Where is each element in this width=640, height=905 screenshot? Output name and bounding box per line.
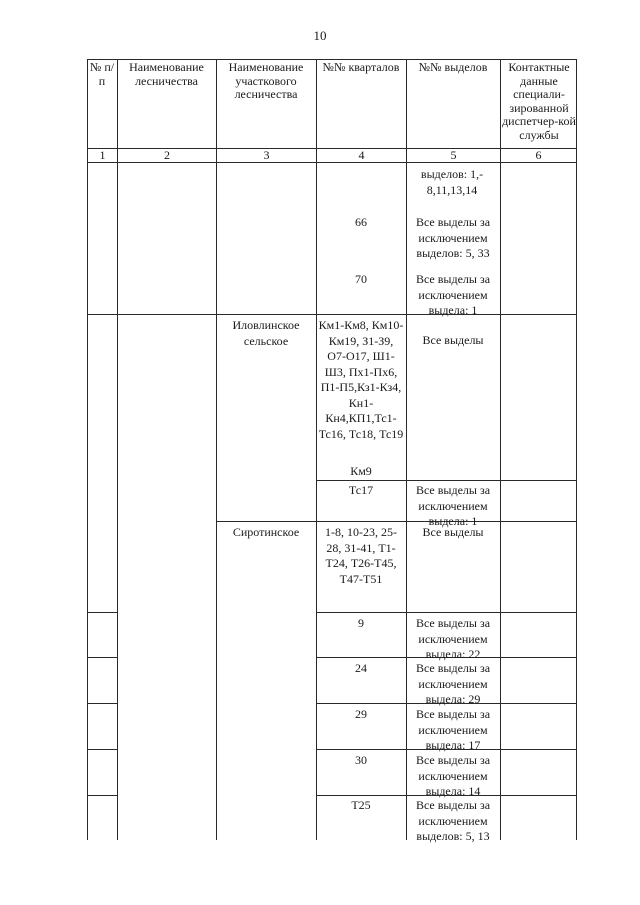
column-number: 5 <box>450 148 457 162</box>
header-col-quarters: №№ кварталов <box>322 60 400 74</box>
quarter-cell: 9 <box>358 616 364 630</box>
sections-cell: Все выделы <box>422 333 484 347</box>
sections-cell: Все выделы за исключением выдела: 1 <box>415 483 491 528</box>
quarter-cell: 1-8, 10-23, 25-28, 31-41, Т1-Т24, Т26-Т45, Т47-Т51 <box>325 525 397 586</box>
row-line <box>87 612 117 613</box>
column-number: 4 <box>358 148 365 162</box>
sections-cell: Все выделы <box>422 525 484 539</box>
header-col-contacts: Контактные данные специали-зированной диспетчер-кой службы <box>502 60 576 142</box>
header-col-number: № п/п <box>89 60 115 88</box>
row-line <box>87 657 117 658</box>
column-line <box>500 59 501 840</box>
quarter-cell: Км9 <box>350 464 372 478</box>
row-line <box>87 314 577 315</box>
column-number: 1 <box>99 148 106 162</box>
sections-cell: Все выделы за исключением выдела: 29 <box>415 661 491 706</box>
column-line <box>87 59 88 840</box>
column-line <box>216 59 217 840</box>
quarter-cell: Км1-Км8, Км10-Км19, З1-З9, О7-О17, Ш1-Ш3, Пх1-Пх6, П1-П5,Кз1-Кз4, Кн1-Кн4,КП1,Тс1-Тс16, Тс18, Тс19 <box>318 318 404 441</box>
quarter-cell: 66 <box>355 215 367 229</box>
quarter-cell: 30 <box>355 753 367 767</box>
row-line <box>316 612 577 613</box>
row-line <box>316 480 577 481</box>
row-line <box>216 521 577 522</box>
district-forestry-cell: Иловлинское сельское <box>232 318 300 348</box>
header-col-district-forestry: Наименование участкового лесничества <box>228 60 304 101</box>
district-forestry-cell: Сиротинское <box>232 525 300 539</box>
quarter-cell: Тс17 <box>348 483 374 497</box>
row-line <box>87 703 117 704</box>
page-number: 10 <box>313 28 327 43</box>
column-number: 6 <box>535 148 542 162</box>
row-line <box>87 749 117 750</box>
column-number: 3 <box>263 148 270 162</box>
sections-cell: Все выделы за исключением выдела: 1 <box>415 272 491 317</box>
quarter-cell: 24 <box>355 661 367 675</box>
sections-cell: Все выделы за исключением выделов: 5, 13 <box>415 798 491 843</box>
sections-cell: Все выделы за исключением выдела: 17 <box>415 707 491 752</box>
quarter-cell: Т25 <box>351 798 371 812</box>
sections-cell: Все выделы за исключением выдела: 14 <box>415 753 491 798</box>
quarter-cell: 29 <box>355 707 367 721</box>
header-col-forestry: Наименование лесничества <box>129 60 204 88</box>
sections-cell: Все выделы за исключением выделов: 5, 33 <box>415 215 491 260</box>
quarter-cell: 70 <box>355 272 367 286</box>
column-line <box>117 59 118 840</box>
column-line <box>316 59 317 840</box>
column-number: 2 <box>164 148 170 162</box>
row-line <box>87 795 117 796</box>
sections-cell: Все выделы за исключением выдела: 22 <box>415 616 491 661</box>
sections-cell: выделов: 1,- 8,11,13,14 <box>420 167 484 197</box>
column-line <box>576 59 577 840</box>
column-line <box>406 59 407 840</box>
header-col-sections: №№ выделов <box>418 60 488 74</box>
